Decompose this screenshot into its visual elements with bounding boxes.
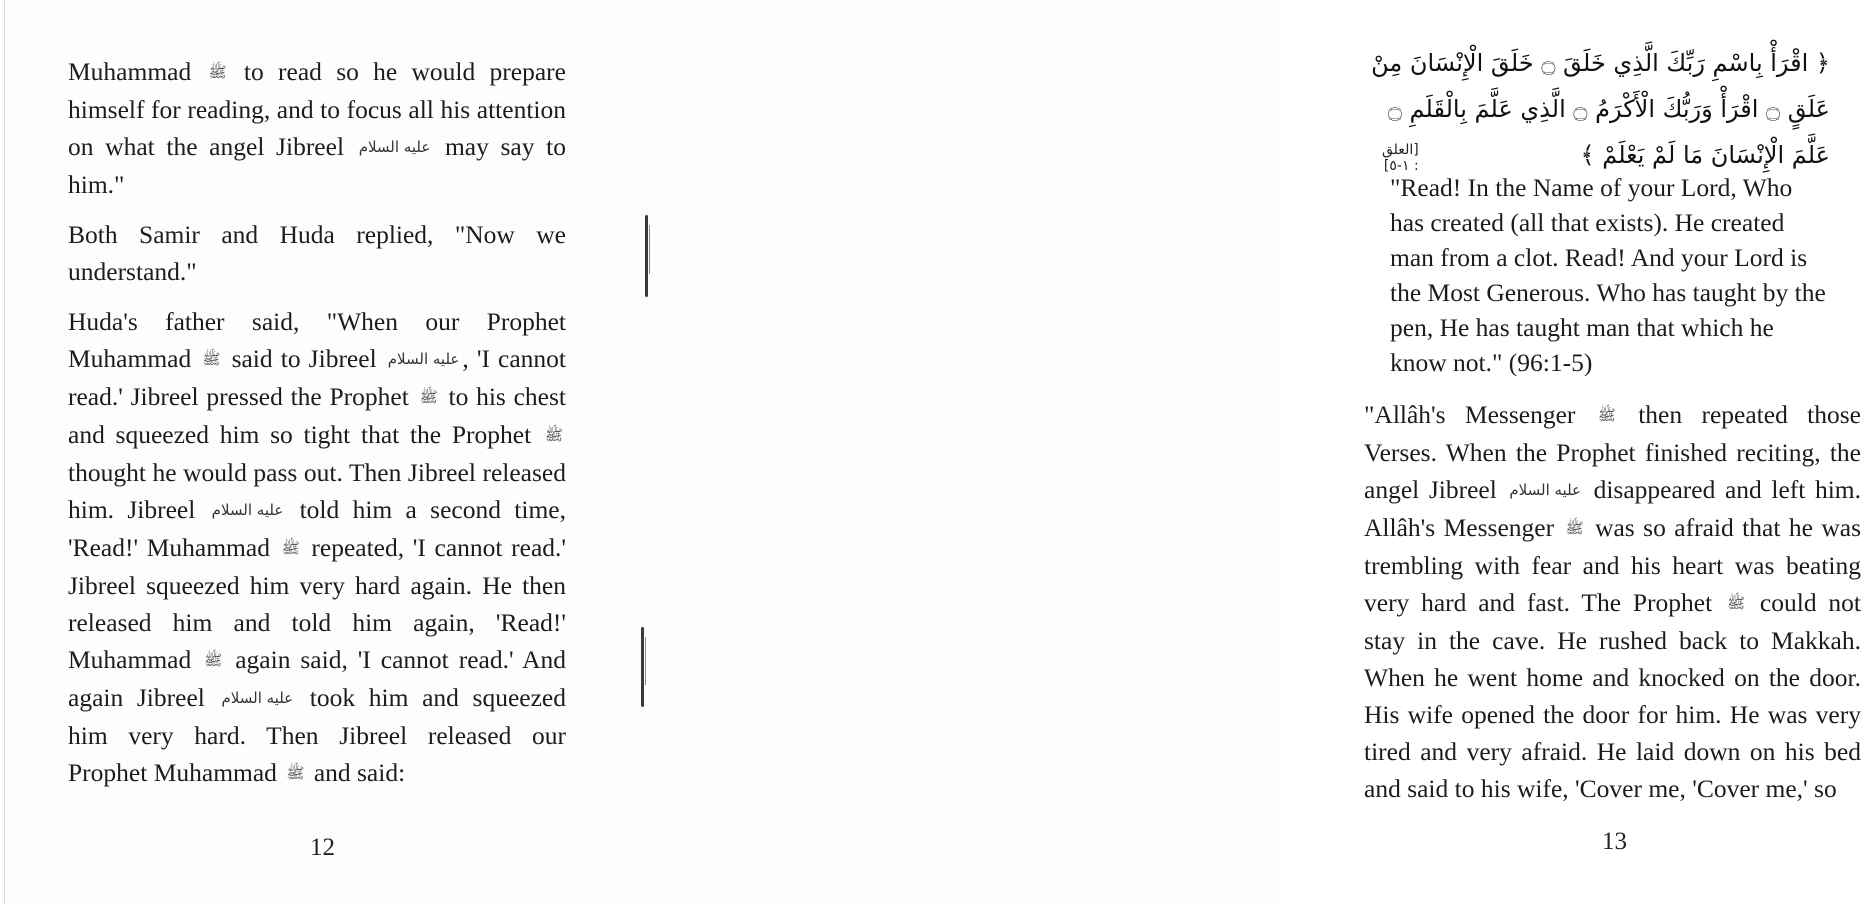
text-run: to read so he would prepare himself for reading, and to focus all his attention on what the angel Jibreel xyxy=(68,57,566,161)
text-run: said to Jibreel xyxy=(223,344,385,373)
left-page xyxy=(0,0,640,904)
salawat-glyph: ﷺ xyxy=(202,350,221,368)
salawat-glyph: ﷺ xyxy=(281,539,300,557)
text-run: Huda's father said, "When our Prophet Muhammad xyxy=(68,307,566,373)
salawat-glyph: ﷺ xyxy=(544,426,563,444)
text-run: thought he would pass out. Then Jibreel released him. Jibreel xyxy=(68,458,566,524)
alayhi-salam-glyph: عليه السلام xyxy=(1509,481,1581,499)
text-run: and said: xyxy=(307,758,406,787)
verse-translation: "Read! In the Name of your Lord, Who has created (all that exists). He created man from a clot. Read! And your Lord is the Most Generous. Who has taught by the pen, He has taught man that which he know not." (96:1-5) xyxy=(1390,173,1826,377)
text-run: could not stay in the cave. He rushed back to Makkah. When he went home and knocked on the door. His wife opened the door for him. He was very tired and very afraid. He laid down on his bed and said to his wife, 'Cover me, 'Cover me,' so xyxy=(1364,588,1861,803)
alayhi-salam-glyph: عليه السلام xyxy=(221,689,294,707)
text-run: was so afraid that he was trembling with fear and his heart was beating very hard and fast. The Prophet xyxy=(1364,513,1861,617)
salawat-glyph: ﷺ xyxy=(286,764,305,782)
text-run: told him a second time, 'Read!' Muhammad xyxy=(68,495,567,562)
salawat-glyph: ﷺ xyxy=(1597,406,1616,424)
left-page-text xyxy=(68,53,566,805)
text-run: Muhammad xyxy=(68,57,206,86)
page-number-right: 13 xyxy=(1602,828,1627,855)
page-number-left: 12 xyxy=(310,834,335,861)
salawat-glyph: ﷺ xyxy=(208,63,227,81)
text-run: , 'I cannot read.' Jibreel pressed the Prophet xyxy=(68,344,567,411)
alayhi-salam-glyph: عليه السلام xyxy=(211,501,284,519)
text-run: disappeared and left him. Allâh's Messenger xyxy=(1364,475,1861,542)
arabic-verse-reference: [العلق : ١-٥] xyxy=(1382,142,1419,174)
text-run: Both Samir and Huda replied, "Now we understand." xyxy=(68,220,566,286)
salawat-glyph: ﷺ xyxy=(1565,519,1584,537)
text-run: then repeated those Verses. When the Prophet finished reciting, the angel Jibreel xyxy=(1364,400,1861,504)
right-page xyxy=(640,0,1861,904)
paragraph xyxy=(68,303,566,792)
text-run: took him and squeezed him very hard. Then Jibreel released our Prophet Muhammad xyxy=(68,683,566,787)
alayhi-salam-glyph: عليه السلام xyxy=(358,138,431,156)
text-run: again said, 'I cannot read.' And again Jibreel xyxy=(68,645,566,712)
text-run: may say to him." xyxy=(68,132,566,199)
arabic-verse: ﴿ اقْرَأْ بِاسْمِ رَبِّكَ الَّذِي خَلَقَ ۝ خَلَقَ الْإِنْسَانَ مِنْ عَلَقٍ ۝ اقْرَأْ وَرَبُّكَ الْأَكْرَمُ ۝ الَّذِي عَلَّمَ بِالْقَلَمِ ۝ عَلَّمَ الْإِنْسَانَ مَا لَمْ يَعْلَمْ ﴾ xyxy=(1371,49,1830,169)
salawat-glyph: ﷺ xyxy=(1727,594,1746,612)
text-run: "Allâh's Messenger xyxy=(1364,400,1595,429)
text-run: to his chest and squeezed him so tight that the Prophet xyxy=(68,382,566,449)
right-page-paragraph xyxy=(1364,396,1861,807)
salawat-glyph: ﷺ xyxy=(419,388,438,406)
salawat-glyph: ﷺ xyxy=(204,651,223,669)
paragraph xyxy=(68,53,566,203)
paragraph xyxy=(68,216,566,290)
text-run: repeated, 'I cannot read.' Jibreel squeezed him very hard again. He then released him and told him again, 'Read!' Muhammad xyxy=(68,533,566,674)
alayhi-salam-glyph: عليه السلام xyxy=(387,350,460,368)
